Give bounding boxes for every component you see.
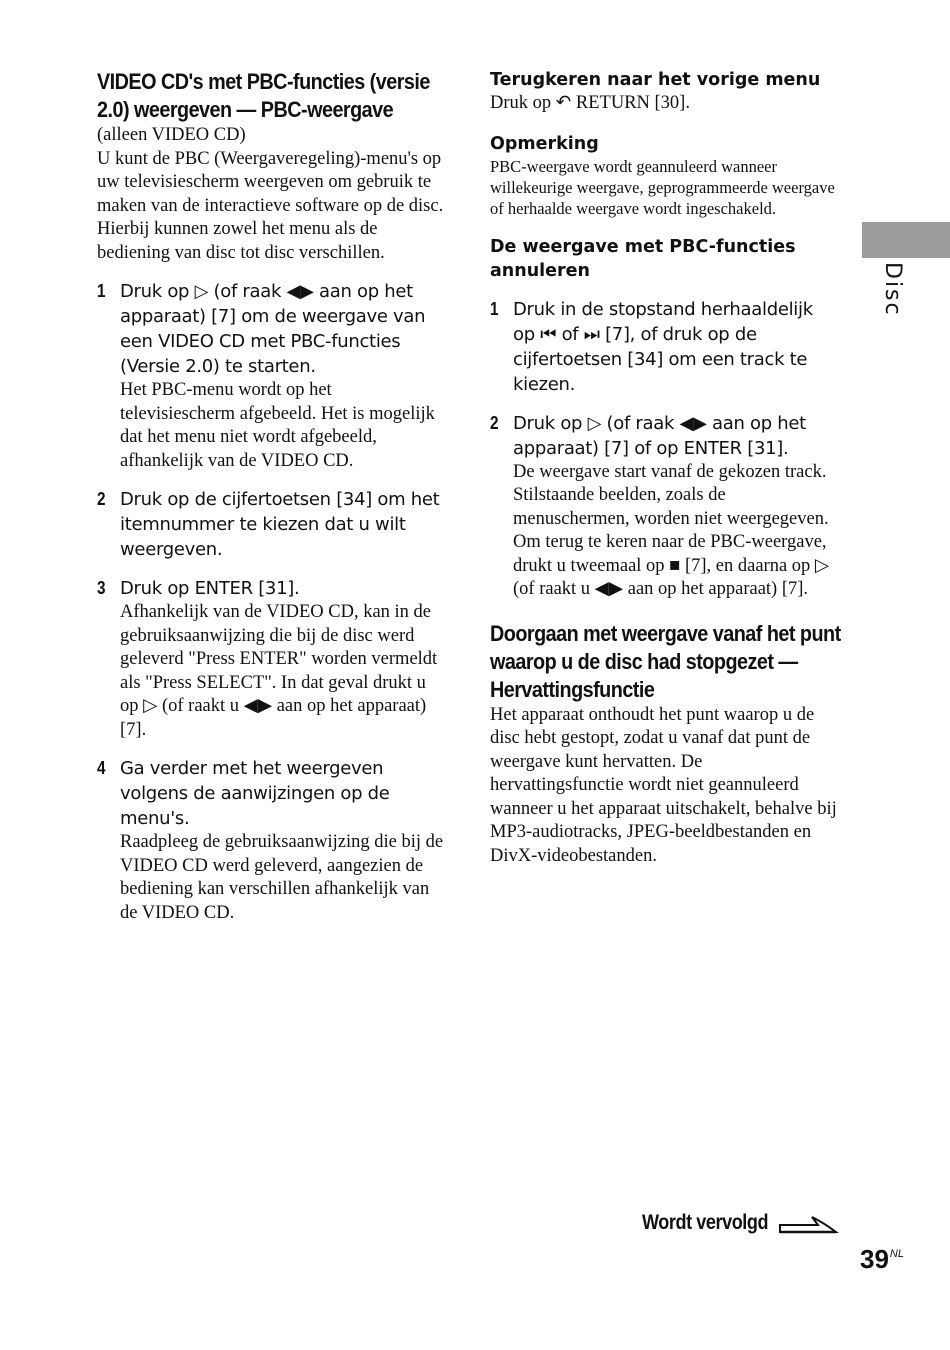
return-text: Druk op ↶ RETURN [30]. xyxy=(490,93,690,113)
step-explanation: Raadpleeg de gebruiksaanwijzing die bij de VIDEO CD werd geleverd, aangezien de bediening kan verschillen afhankelijk van de VIDEO CD. xyxy=(120,832,444,923)
return-heading: Terugkeren naar het vorige menu xyxy=(490,70,821,90)
step-explanation: De weergave start vanaf de gekozen track. Stilstaande beelden, zoals de menuschermen, worden niet weergegeven. Om terug te keren naar de PBC-weergave, drukt u tweemaal op ■ [7], en daarna op ▷ (of raakt u ◀▶ aan op het apparaat) [7]. xyxy=(513,461,830,599)
language-code: NL xyxy=(889,1248,904,1260)
step-instruction: Druk op de cijfertoetsen [34] om het itemnummer te kiezen dat u wilt weergeven. xyxy=(120,489,440,560)
step-1 xyxy=(97,279,447,473)
step-explanation: Het PBC-menu wordt op het televisiescherm afgebeeld. Het is mogelijk dat het menu niet wordt afgebeeld, afhankelijk van de VIDEO CD. xyxy=(120,380,435,471)
step-4 xyxy=(97,756,447,925)
cancel-step-1 xyxy=(490,297,840,397)
resume-text: Het apparaat onthoudt het punt waarop u de disc hebt gestopt, zodat u vanaf dat punt de weergave kunt hervatten. De hervattingsfunctie wordt niet geannuleerd wanneer u het apparaat uitschakelt, behalve bij MP3-audiotracks, JPEG-beeldbestanden en DivX-videobestanden. xyxy=(490,704,837,866)
step-explanation: Afhankelijk van de VIDEO CD, kan in de gebruiksaanwijzing die bij de disc werd geleverd "Press ENTER" worden vermeldt als "Press SELECT". In dat geval drukt u op ▷ (of raakt u ◀▶ aan op het apparaat) [7]. xyxy=(120,602,438,740)
step-2 xyxy=(97,487,447,562)
step-instruction: Ga verder met het weergeven volgens de aanwijzingen op de menu's. xyxy=(120,758,390,829)
step-number: 1 xyxy=(97,281,106,301)
step-number: 1 xyxy=(490,298,499,319)
resume-heading: Doorgaan met weergave vanaf het punt waarop u de disc had stopgezet — Hervattingsfunctie xyxy=(490,620,841,702)
step-number: 3 xyxy=(97,578,106,598)
cancel-heading: De weergave met PBC-functies annuleren xyxy=(490,236,796,281)
section-tab xyxy=(862,222,950,258)
note-text: PBC-weergave wordt geannuleerd wanneer willekeurige weergave, geprogrammeerde weergave of herhaalde weergave wordt ingeschakeld. xyxy=(490,156,835,218)
left-column xyxy=(97,68,447,925)
continued-text: Wordt vervolgd xyxy=(642,1211,769,1234)
section-label xyxy=(877,262,907,342)
page-number-value: 39 xyxy=(860,1244,889,1274)
cancel-steps xyxy=(490,297,840,602)
note-heading: Opmerking xyxy=(490,133,599,154)
continued-indicator xyxy=(642,1211,842,1241)
cancel-step-2 xyxy=(490,411,840,602)
right-column xyxy=(490,68,840,868)
section-label-text: Disc xyxy=(880,262,905,317)
arrow-right-icon xyxy=(778,1213,840,1239)
step-instruction: Druk in de stopstand herhaaldelijk op ⏮ of ⏭ [7], of druk op de cijfertoetsen [34] om een track te kiezen. xyxy=(513,298,813,395)
step-instruction: Druk op ENTER [31]. xyxy=(120,578,300,599)
step-number: 4 xyxy=(97,758,106,778)
step-instruction: Druk op ▷ (of raak ◀▶ aan op het apparaat) [7] om de weergave van een VIDEO CD met PBC-functies (Versie 2.0) te starten. xyxy=(120,281,426,377)
step-number: 2 xyxy=(97,489,106,509)
step-instruction: Druk op ▷ (of raak ◀▶ aan op het apparaat) [7] of op ENTER [31]. xyxy=(513,412,806,459)
step-number: 2 xyxy=(490,412,499,433)
intro-scope: (alleen VIDEO CD) xyxy=(97,125,246,145)
pbc-steps xyxy=(97,279,447,925)
step-3 xyxy=(97,576,447,742)
intro-text: U kunt de PBC (Weergaveregeling)-menu's op uw televisiescherm weergeven om gebruik te maken van de interactieve software op de disc. Hierbij kunnen zowel het menu als de bediening van disc tot disc verschillen. xyxy=(97,148,444,263)
pbc-section-heading: VIDEO CD's met PBC-functies (versie 2.0) weergeven — PBC-weergave xyxy=(97,69,430,122)
page-number xyxy=(860,1244,904,1275)
